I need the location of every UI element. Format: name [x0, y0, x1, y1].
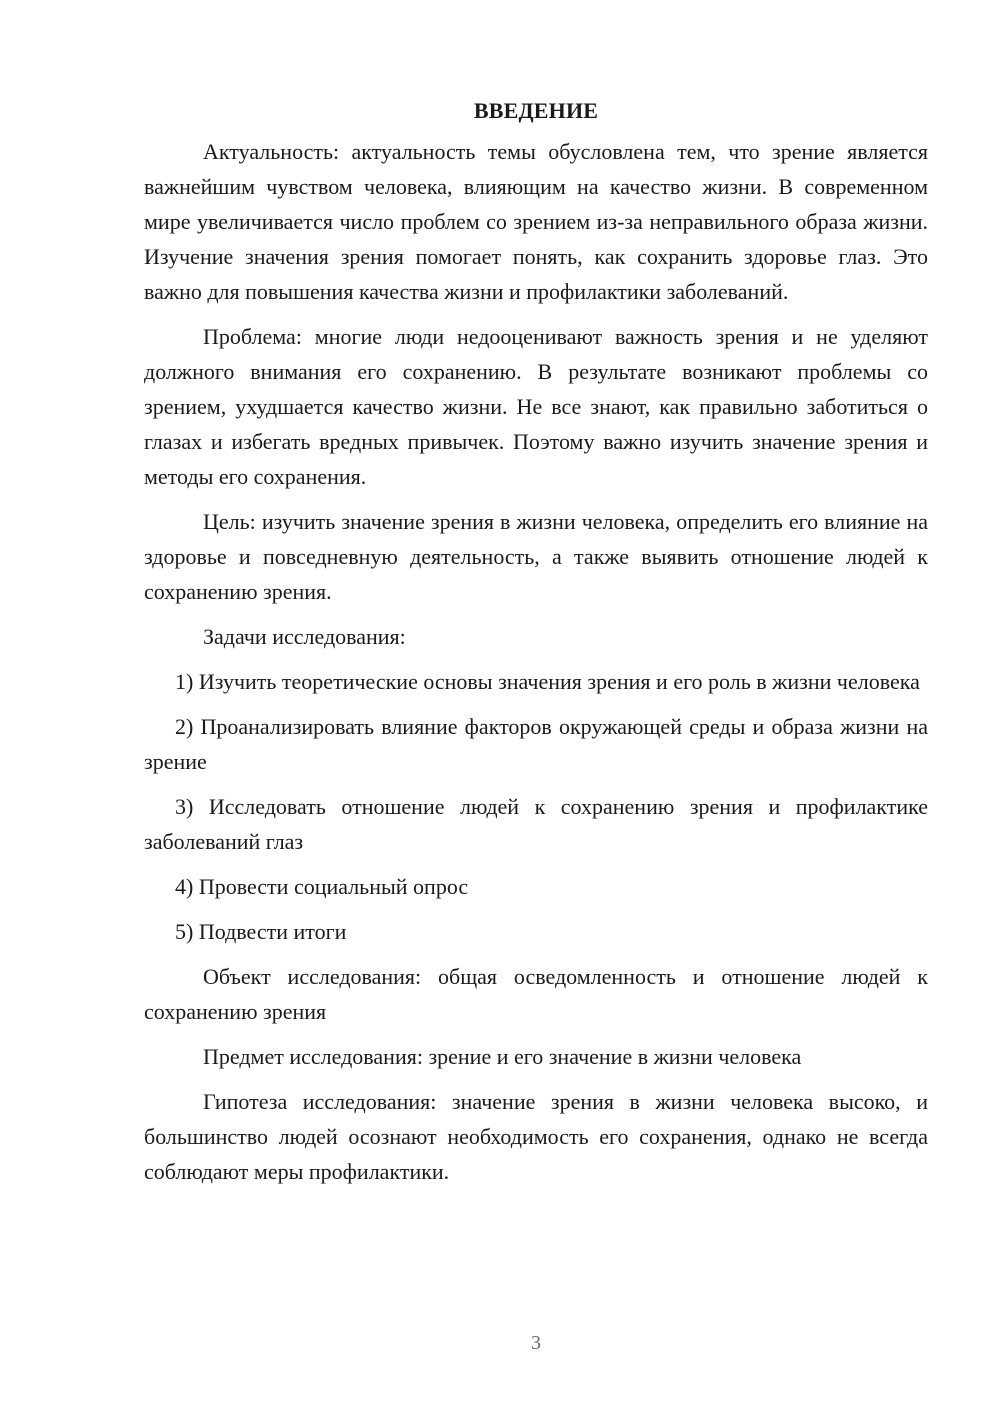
- page-content: [144, 96, 928, 1199]
- task-item-2: 2) Проанализировать влияние факторов окружающей среды и образа жизни на зрение: [144, 714, 928, 774]
- paragraph-hypothesis: Гипотеза исследования: значение зрения в жизни человека высоко, и большинство людей осознают необходимость его сохранения, однако не всегда соблюдают меры профилактики.: [144, 1089, 928, 1184]
- paragraph-object: Объект исследования: общая осведомленность и отношение людей к сохранению зрения: [144, 964, 928, 1024]
- paragraph-problem: Проблема: многие люди недооценивают важность зрения и не уделяют должного внимания его сохранению. В результате возникают проблемы со зрением, ухудшается качество жизни. Не все знают, как правильно заботиться о глазах и избегать вредных привычек. Поэтому важно изучить значение зрения и методы его сохранения.: [144, 324, 928, 489]
- task-item-3: 3) Исследовать отношение людей к сохранению зрения и профилактике заболеваний глаз: [144, 794, 928, 854]
- task-item-4: 4) Провести социальный опрос: [175, 874, 469, 899]
- tasks-title: Задачи исследования:: [203, 624, 406, 649]
- section-heading: ВВЕДЕНИЕ: [473, 98, 599, 123]
- paragraph-goal: Цель: изучить значение зрения в жизни человека, определить его влияние на здоровье и повседневную деятельность, а также выявить отношение людей к сохранению зрения.: [144, 509, 928, 604]
- task-item-1: 1) Изучить теоретические основы значения зрения и его роль в жизни человека: [175, 669, 920, 694]
- paragraph-relevance: Актуальность: актуальность темы обусловлена тем, что зрение является важнейшим чувством человека, влияющим на качество жизни. В современном мире увеличивается число проблем со зрением из-за неправильного образа жизни. Изучение значения зрения помогает понять, как сохранить здоровье глаз. Это важно для повышения качества жизни и профилактики заболеваний.: [144, 139, 928, 304]
- page-number: 3: [531, 1332, 541, 1354]
- paragraph-subject: Предмет исследования: зрение и его значение в жизни человека: [203, 1044, 802, 1069]
- task-item-5: 5) Подвести итоги: [175, 919, 347, 944]
